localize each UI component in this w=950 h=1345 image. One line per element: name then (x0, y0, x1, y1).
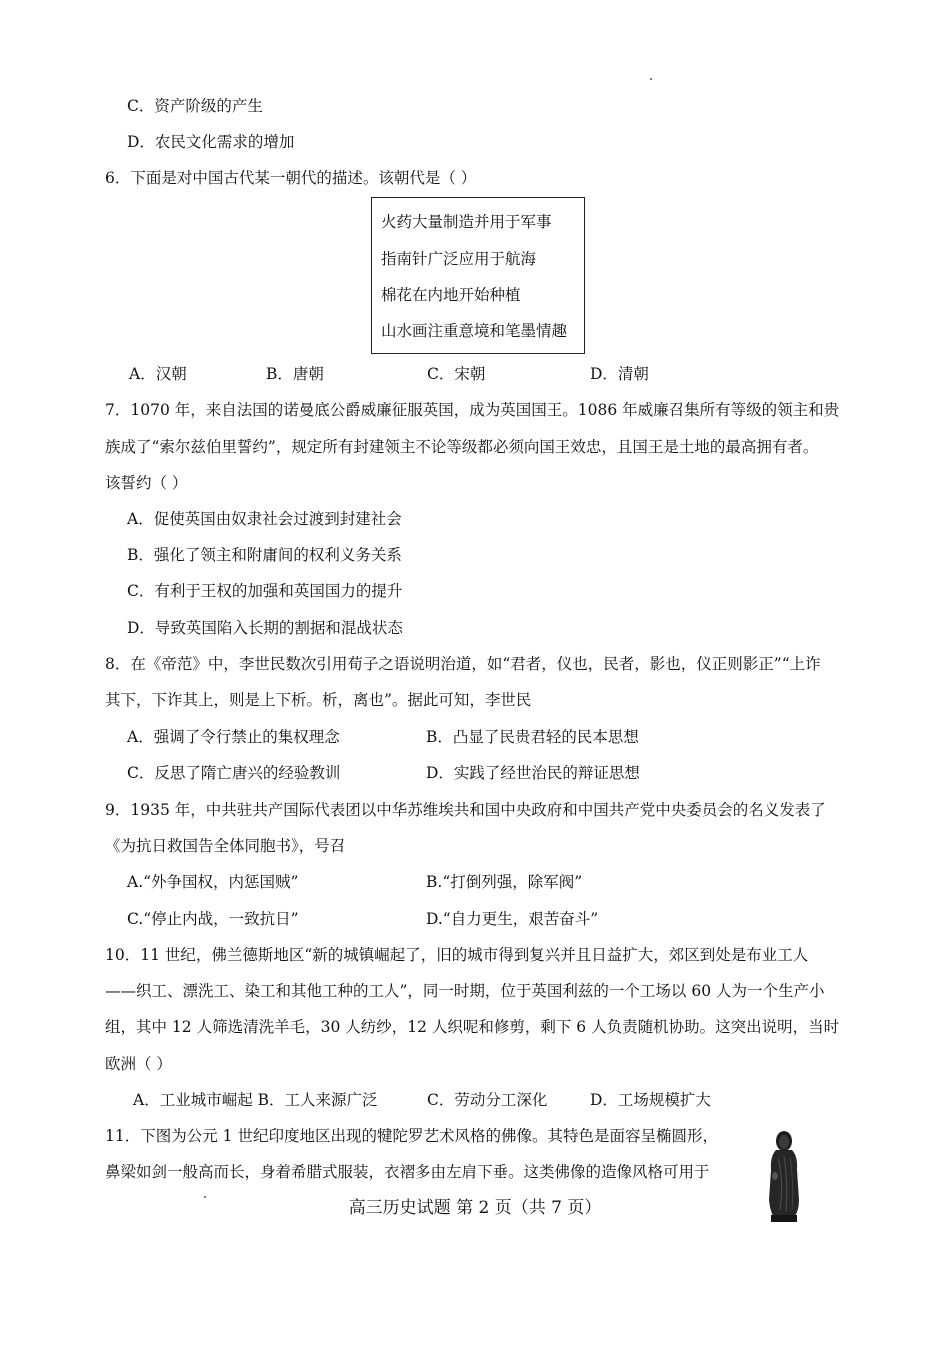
q5-option-d: D．农民文化需求的增加 (127, 133, 295, 151)
q6-option-a: A．汉朝 (129, 365, 187, 383)
q6-stem: 6．下面是对中国古代某一朝代的描述。该朝代是（ ） (105, 169, 477, 187)
page-footer: 高三历史试题 第 2 页（共 7 页） (348, 1198, 602, 1218)
q6-option-b: B．唐朝 (266, 365, 324, 383)
q8-stem-line: 其下，下诈其上，则是上下析。析，离也”。据此可知，李世民 (105, 691, 532, 709)
q6-option-c: C．宋朝 (427, 365, 486, 383)
q10-stem-line: 欧洲（ ） (105, 1055, 172, 1073)
q9-stem-line: 9．1935 年，中共驻共产国际代表团以中华苏维埃共和国中央政府和中国共产党中央委员会的名义发表了 (105, 801, 826, 819)
q9-option-c: C.“停止内战，一致抗日” (127, 910, 299, 928)
q6-box-line: 棉花在内地开始种植 (381, 286, 521, 304)
q7-option-b: B．强化了领主和附庸间的权利义务关系 (127, 546, 402, 564)
q7-option-c: C．有利于王权的加强和英国国力的提升 (127, 582, 403, 600)
q7-stem-line: 7．1070 年，来自法国的诺曼底公爵威廉征服英国，成为英国国王。1086 年威廉召集所有等级的领主和贵 (105, 401, 840, 419)
q8-option-b: B．凸显了民贵君轻的民本思想 (426, 728, 639, 746)
q6-box-line: 山水画注重意境和笔墨情趣 (381, 322, 568, 340)
q7-stem-line: 族成了“索尔兹伯里誓约”，规定所有封建领主不论等级都必须向国王效忠，且国王是土地的最高拥有者。 (105, 438, 819, 456)
q7-stem-line: 该誓约（ ） (105, 474, 188, 492)
q8-stem-line: 8．在《帝范》中，李世民数次引用荀子之语说明治道，如“君者，仪也，民者，影也，仪正则影正”“上诈 (105, 655, 821, 673)
q7-option-a: A．促使英国由奴隶社会过渡到封建社会 (127, 510, 402, 528)
q10-stem-line: ——织工、漂洗工、染工和其他工种的工人”，同一时期，位于英国利兹的一个工场以 60 人为一个生产小 (105, 982, 825, 1000)
q10-stem-line: 10．11 世纪，佛兰德斯地区“新的城镇崛起了，旧的城市得到复兴并且日益扩大，郊区到处是布业工人 (105, 946, 809, 964)
scan-dot (650, 78, 652, 80)
q6-description-box (371, 197, 585, 354)
q6-box-line: 指南针广泛应用于航海 (381, 250, 537, 268)
q9-stem-line: 《为抗日救国告全体同胞书》，号召 (105, 837, 346, 855)
q8-option-d: D．实践了经世治民的辩证思想 (426, 764, 640, 782)
q10-option-d: D．工场规模扩大 (590, 1091, 711, 1109)
q11-stem-line: 11．下图为公元 1 世纪印度地区出现的犍陀罗艺术风格的佛像。其特色是面容呈椭圆形， (105, 1127, 718, 1145)
q10-option-c: C．劳动分工深化 (427, 1091, 548, 1109)
q9-option-d: D.“自力更生，艰苦奋斗” (426, 910, 599, 928)
q9-option-b: B.“打倒列强，除军阀” (426, 873, 583, 891)
q8-option-c: C．反思了隋亡唐兴的经验教训 (127, 764, 341, 782)
q9-option-a: A.“外争国权，内惩国贼” (127, 873, 299, 891)
q6-box-line: 火药大量制造并用于军事 (381, 213, 552, 231)
q8-option-a: A．强调了令行禁止的集权理念 (127, 728, 340, 746)
q11-stem-line: 鼻梁如剑一般高而长，身着希腊式服装，衣褶多由左肩下垂。这类佛像的造像风格可用于 (105, 1163, 710, 1181)
q7-option-d: D．导致英国陷入长期的割据和混战状态 (127, 619, 403, 637)
q6-option-d: D．清朝 (590, 365, 649, 383)
q5-option-c: C．资产阶级的产生 (127, 97, 263, 115)
q10-stem-line: 组，其中 12 人筛选清洗羊毛，30 人纺纱，12 人织呢和修剪，剩下 6 人负责随机协助。这突出说明，当时 (105, 1018, 840, 1036)
q10-option-ab: A．工业城市崛起 B．工人来源广泛 (133, 1091, 378, 1109)
